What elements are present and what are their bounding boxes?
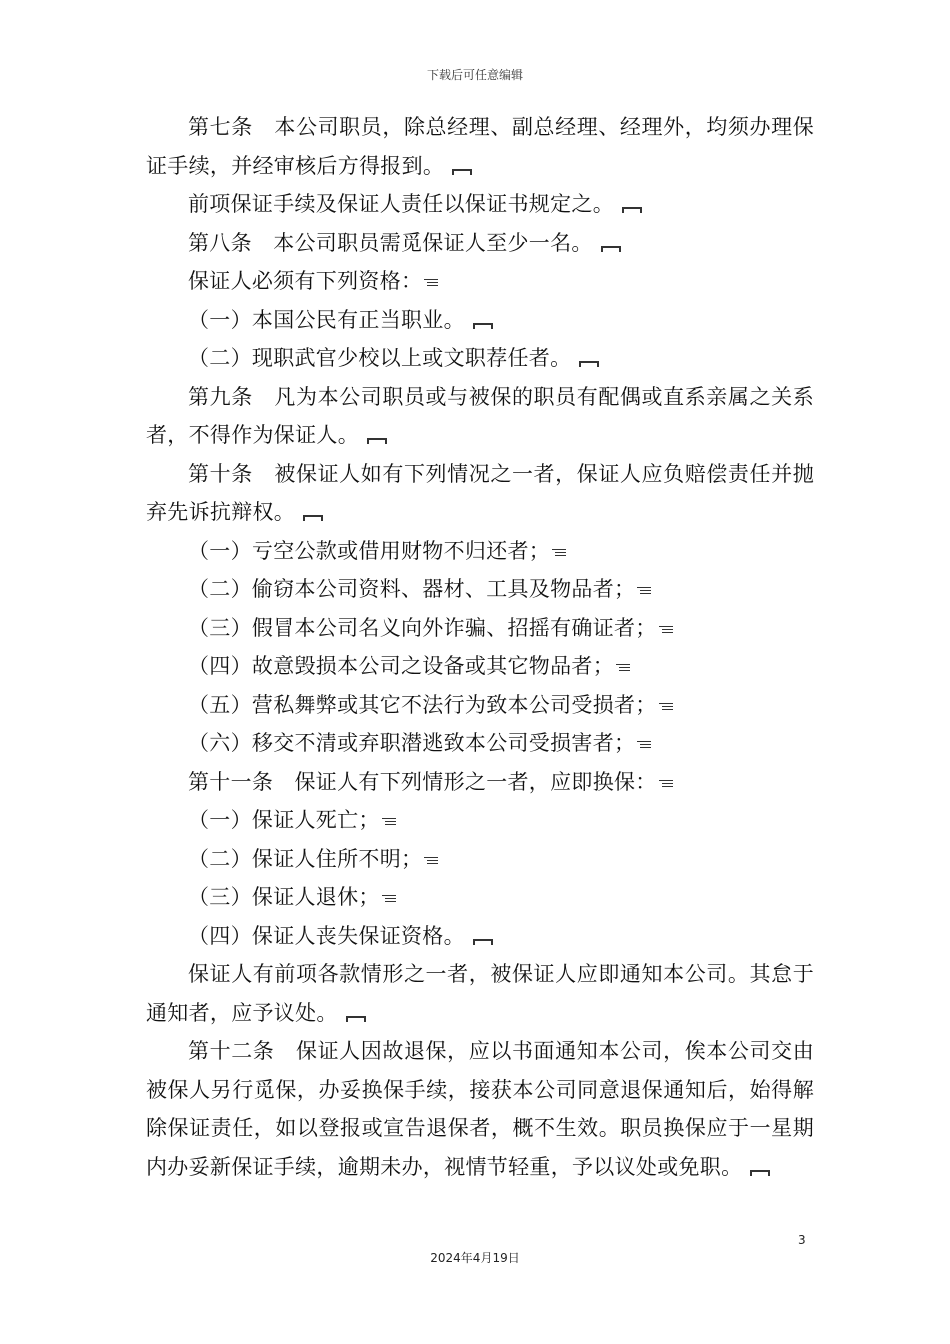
- paragraph: 第十二条 保证人因故退保，应以书面通知本公司，俟本公司交由被保人另行觅保，办妥换保手续，接获本公司同意退保通知后，始得解除保证责任，如以登报或宣告退保者，概不生效。职员换保应于一星期内办妥新保证手续，逾期未办，视情节轻重，予以议处或免职。: [146, 1039, 814, 1179]
- paragraph: 前项保证手续及保证人责任以保证书规定之。: [146, 185, 814, 224]
- paragraph: 第七条 本公司职员，除总经理、副总经理、经理外，均须办理保证手续，并经审核后方得报到。: [146, 115, 814, 178]
- line-break-icon: [382, 894, 396, 902]
- line-break-icon: [659, 779, 673, 787]
- paragraph: （一）亏空公款或借用财物不归还者；: [146, 532, 814, 571]
- paragraph: （六）移交不清或弃职潜逃致本公司受损害者；: [146, 724, 814, 763]
- line-break-icon: [424, 856, 438, 864]
- paragraph-mark-icon: [579, 361, 599, 367]
- line-break-icon: [659, 625, 673, 633]
- paragraph-mark-icon: [750, 1170, 770, 1176]
- line-break-icon: [637, 586, 651, 594]
- paragraph: 第十条 被保证人如有下列情况之一者，保证人应负赔偿责任并抛弃先诉抗辩权。: [146, 461, 814, 524]
- paragraph: 保证人有前项各款情形之一者，被保证人应即通知本公司。其怠于通知者，应予议处。: [146, 962, 814, 1025]
- page-header: 下载后可任意编辑: [426, 68, 523, 82]
- paragraph: （二）现职武官少校以上或文职荐任者。: [146, 339, 814, 378]
- page-number: 3: [798, 1233, 806, 1247]
- paragraph: 第九条 凡为本公司职员或与被保的职员有配偶或直系亲属之关系者，不得作为保证人。: [146, 384, 814, 447]
- paragraph: （二）偷窃本公司资料、器材、工具及物品者；: [146, 570, 814, 609]
- paragraph: （四）故意毁损本公司之设备或其它物品者；: [146, 647, 814, 686]
- paragraph-mark-icon: [473, 939, 493, 945]
- line-break-icon: [637, 740, 651, 748]
- paragraph: 第十一条 保证人有下列情形之一者，应即换保：: [146, 763, 814, 802]
- paragraph: （三）假冒本公司名义向外诈骗、招摇有确证者；: [146, 609, 814, 648]
- line-break-icon: [424, 278, 438, 286]
- document-body: [146, 108, 814, 1186]
- paragraph-mark-icon: [473, 323, 493, 329]
- paragraph: （三）保证人退休；: [146, 878, 814, 917]
- paragraph: （二）保证人住所不明；: [146, 840, 814, 879]
- paragraph-mark-icon: [367, 438, 387, 444]
- paragraph: （一）保证人死亡；: [146, 801, 814, 840]
- paragraph: 保证人必须有下列资格：: [146, 262, 814, 301]
- paragraph: （四）保证人丧失保证资格。: [146, 917, 814, 956]
- line-break-icon: [616, 663, 630, 671]
- paragraph: （五）营私舞弊或其它不法行为致本公司受损者；: [146, 686, 814, 725]
- paragraph: 第八条 本公司职员需觅保证人至少一名。: [146, 224, 814, 263]
- paragraph: （一）本国公民有正当职业。: [146, 301, 814, 340]
- line-break-icon: [659, 702, 673, 710]
- line-break-icon: [382, 817, 396, 825]
- paragraph-mark-icon: [601, 246, 621, 252]
- page-footer-date: 2024年4月19日: [430, 1251, 520, 1265]
- paragraph-mark-icon: [303, 515, 323, 521]
- line-break-icon: [552, 548, 566, 556]
- paragraph-mark-icon: [452, 169, 472, 175]
- paragraph-mark-icon: [622, 207, 642, 213]
- paragraph-mark-icon: [346, 1016, 366, 1022]
